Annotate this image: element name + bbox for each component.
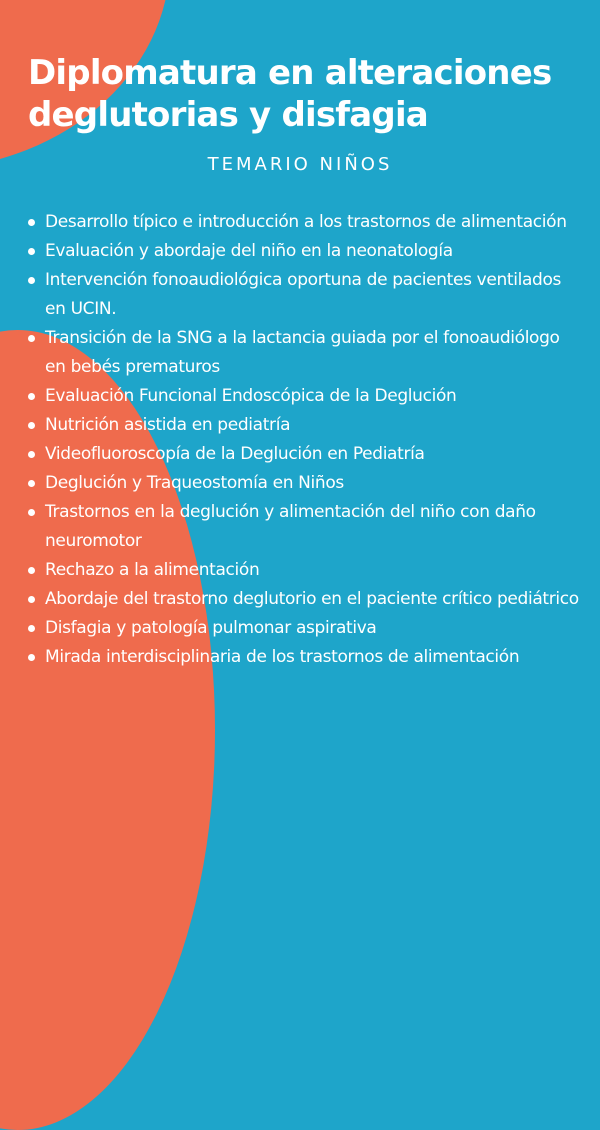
topic-item: Evaluación y abordaje del niño en la neonatología [24, 237, 584, 266]
topic-item: Nutrición asistida en pediatría [24, 411, 584, 440]
topic-item: Deglución y Traqueostomía en Niños [24, 469, 584, 498]
topic-item: Trastornos en la deglución y alimentación del niño con daño neuromotor [24, 498, 584, 556]
topic-item: Videofluoroscopía de la Deglución en Pediatría [24, 440, 584, 469]
topic-item: Evaluación Funcional Endoscópica de la Deglución [24, 382, 584, 411]
topic-item: Desarrollo típico e introducción a los trastornos de alimentación [24, 208, 584, 237]
title-line-1: Diplomatura en alteraciones [28, 53, 552, 93]
title-line-2: deglutorias y disfagia [28, 95, 428, 135]
page-title [28, 52, 593, 136]
topic-item: Intervención fonoaudiológica oportuna de pacientes ventilados en UCIN. [24, 266, 584, 324]
topic-item: Disfagia y patología pulmonar aspirativa [24, 614, 584, 643]
topic-item: Mirada interdisciplinaria de los trastornos de alimentación [24, 643, 584, 672]
topic-item: Rechazo a la alimentación [24, 556, 584, 585]
topic-item: Transición de la SNG a la lactancia guiada por el fonoaudiólogo en bebés prematuros [24, 324, 584, 382]
topic-list [24, 208, 584, 672]
subtitle: TEMARIO NIÑOS [207, 154, 393, 175]
topic-item: Abordaje del trastorno deglutorio en el paciente crítico pediátrico [24, 585, 584, 614]
